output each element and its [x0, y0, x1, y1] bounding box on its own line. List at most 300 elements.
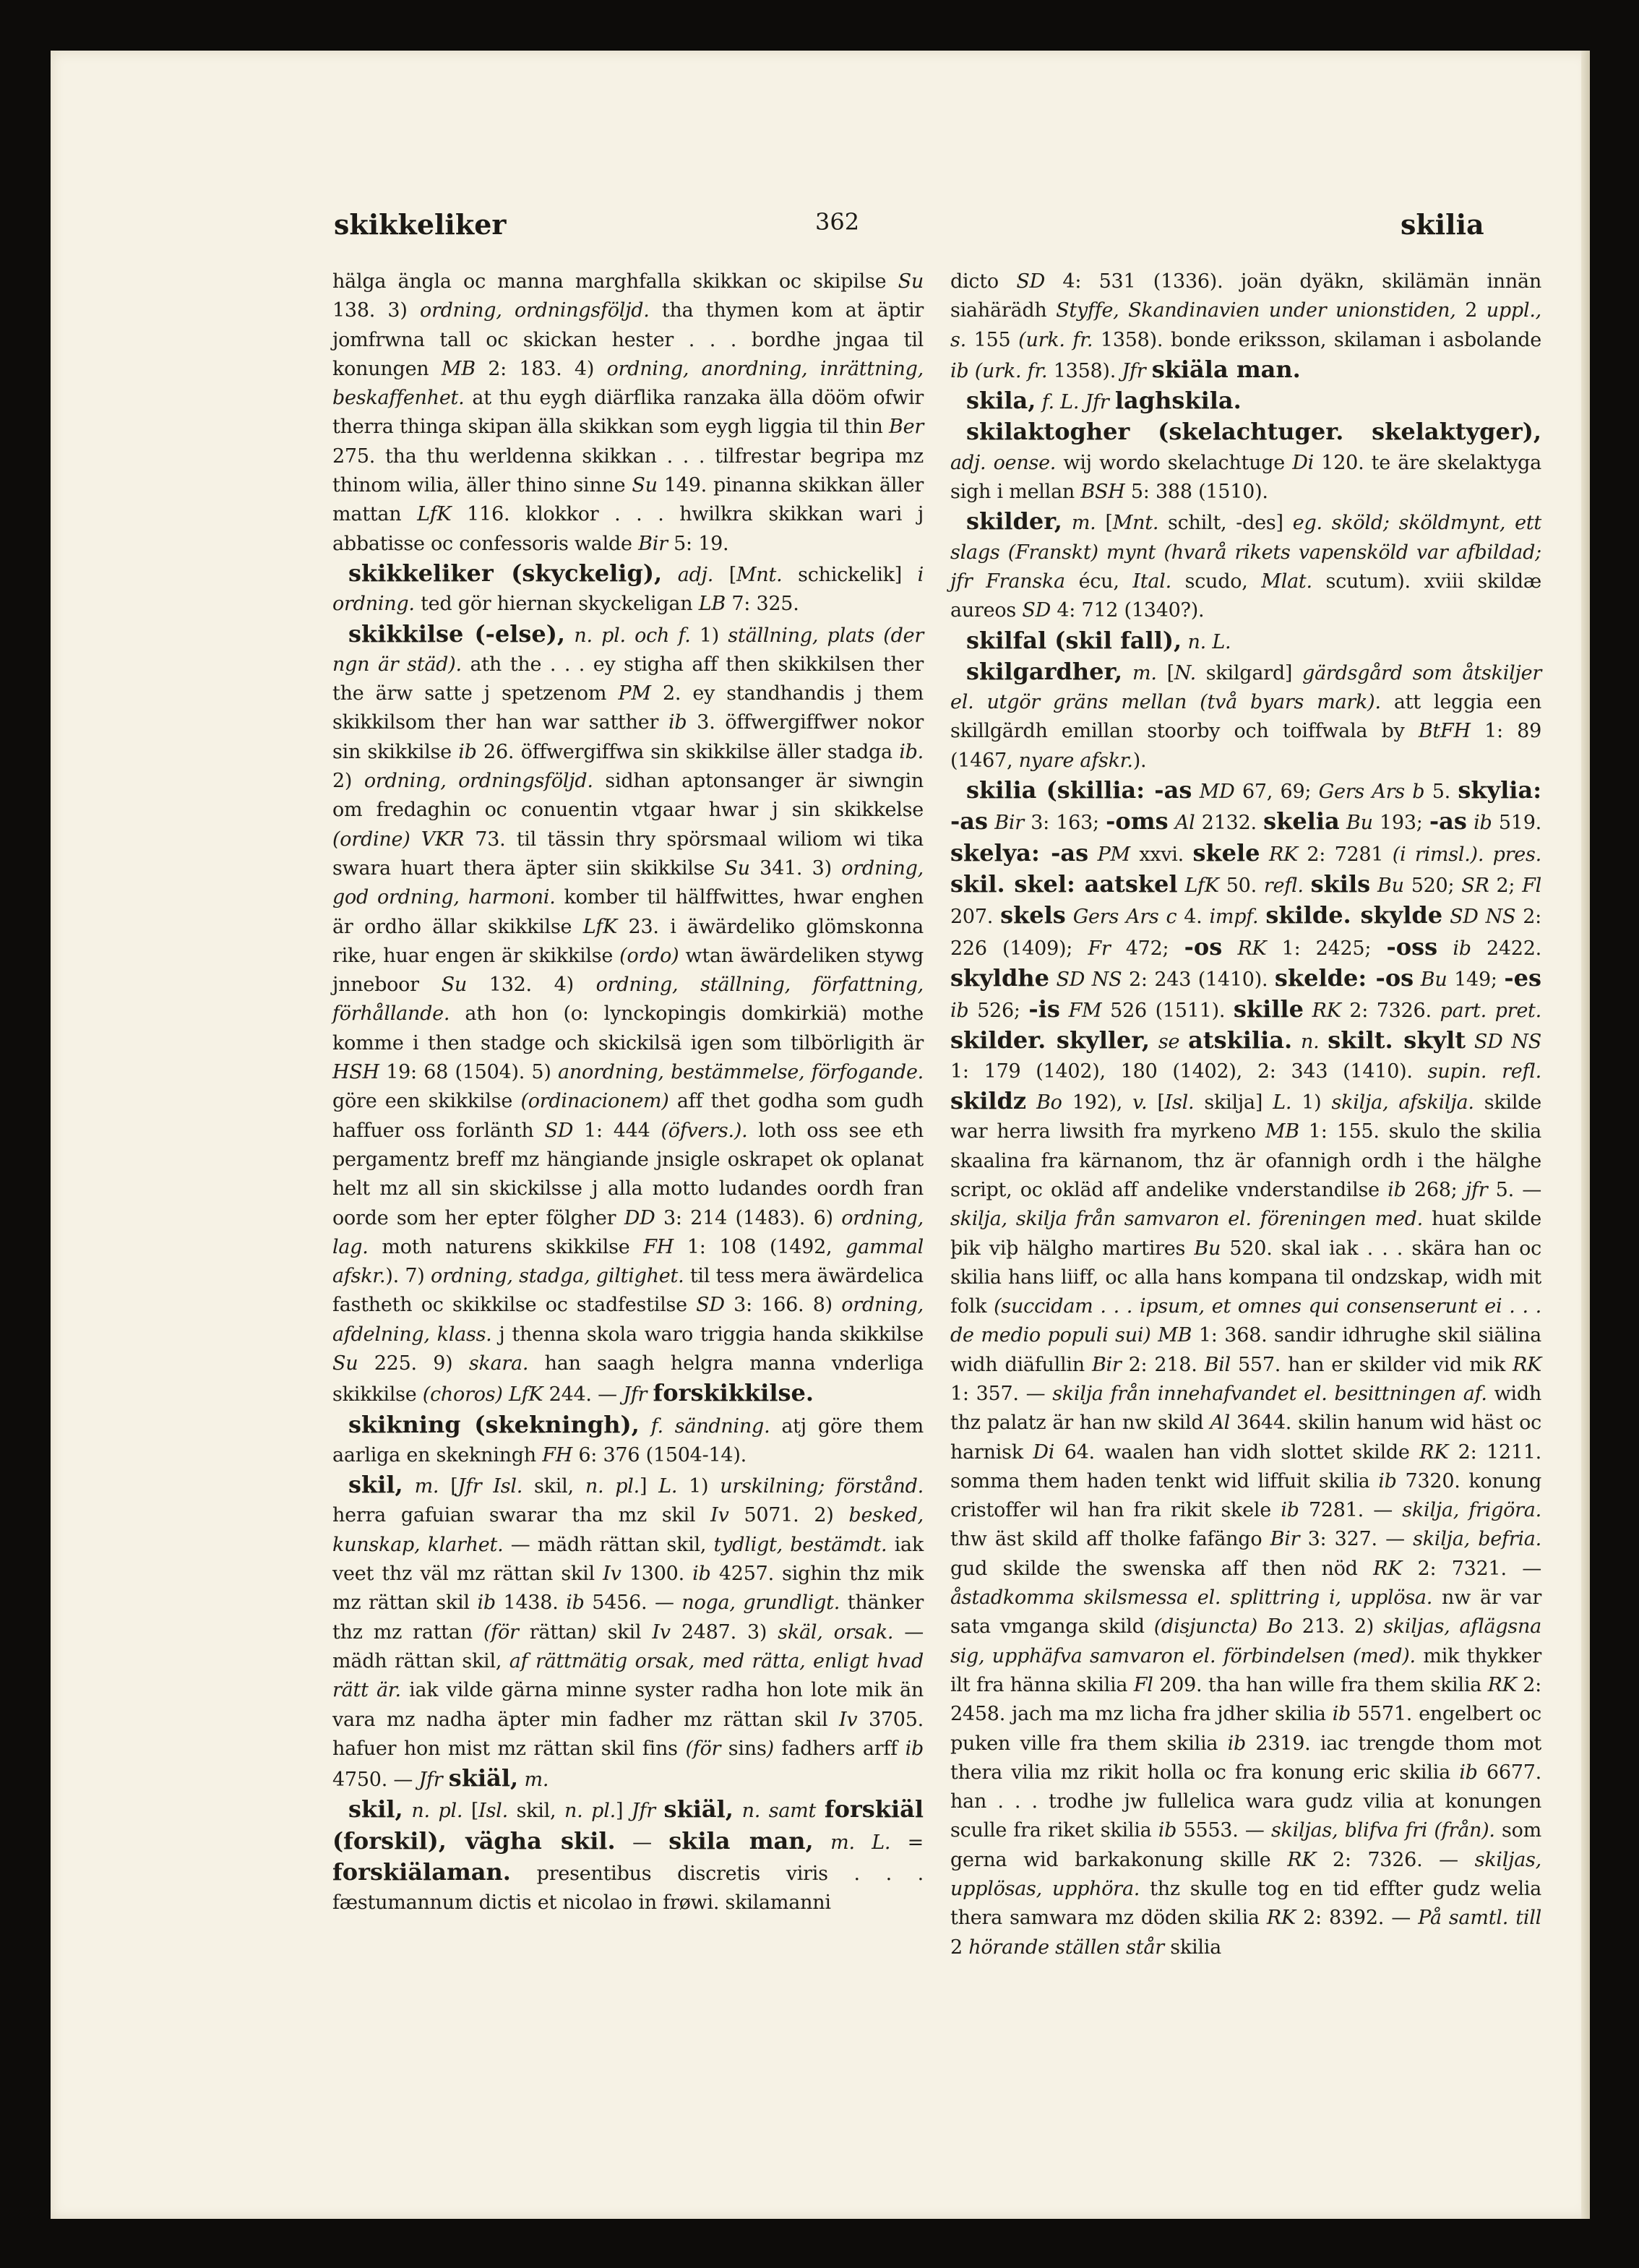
- body-text: [647, 1383, 653, 1406]
- body-text: 26. öffwergiffwa sin skikkilse äller stadga: [476, 740, 900, 763]
- italic-text: eg. sköld; sköldmynt, ett slags (Franskt) mynt (hvarå rikets vapensköld var afbildad;: [950, 512, 1542, 564]
- italic-text: Mlat.: [1261, 570, 1312, 593]
- body-text: [1182, 631, 1187, 653]
- italic-text: m.: [524, 1769, 549, 1792]
- body-text: herra gafuian swarar tha mz skil: [332, 1504, 711, 1527]
- dictionary-entry: [950, 417, 1541, 507]
- italic-text: ib: [1227, 1732, 1247, 1755]
- headword: skille: [1233, 995, 1304, 1023]
- italic-text: SD: [1016, 270, 1045, 293]
- body-text: 138.: [332, 299, 388, 322]
- headword: forskiälaman.: [332, 1858, 511, 1886]
- body-text: 120. te äre skelaktyga sigh i mellan: [950, 451, 1541, 504]
- body-text: [1222, 937, 1237, 960]
- body-text: 1438.: [495, 1592, 567, 1615]
- italic-text: ): [589, 1620, 597, 1644]
- body-text: scutum). xviii skildæ aureos: [950, 570, 1542, 622]
- italic-text: (succidam . . . ipsum, et omnes qui consenserunt ei . . . de medio populi sui): [950, 1295, 1542, 1347]
- italic-text: ordning, afdelning, klass.: [332, 1294, 924, 1346]
- headword: laghskila.: [1114, 387, 1242, 415]
- italic-text: ib: [668, 711, 687, 734]
- italic-text: skiljas, upplösas, upphöra.: [950, 1848, 1541, 1901]
- italic-text: L.: [1273, 1091, 1292, 1114]
- body-text: aff thet godha som gudh haffuer oss forlänth: [332, 1090, 924, 1142]
- italic-text: gärdsgård som åtskiljer el. utgör gräns mellan (två byars mark).: [950, 661, 1541, 714]
- italic-text: RK: [1287, 1848, 1317, 1871]
- body-text: moth naturens skikkilse: [368, 1235, 644, 1258]
- headword: skiäla man.: [1151, 355, 1301, 383]
- body-text: ath hon (o: lynckopingis domkirkiä) mothe komme i then stadge och skickilsä igen som tilbörligith är: [332, 1002, 924, 1054]
- italic-text: Bir: [1091, 1353, 1122, 1376]
- body-text: 2: [950, 1936, 969, 1959]
- italic-text: skilja, frigöra.: [1402, 1499, 1541, 1522]
- body-text: [1145, 360, 1151, 382]
- body-text: [: [439, 1475, 458, 1498]
- body-text: 67, 69;: [1234, 781, 1319, 804]
- body-text: [663, 1415, 675, 1438]
- headword: skils: [1310, 869, 1371, 898]
- italic-text: (disjuncta): [1153, 1615, 1258, 1638]
- body-text: som gerna wid barkakonung skille: [950, 1819, 1541, 1871]
- italic-text: DD: [624, 1206, 655, 1229]
- body-text: [1036, 391, 1041, 413]
- italic-text: SD: [696, 1294, 725, 1317]
- italic-text: ): [766, 1737, 774, 1760]
- page-number: 362: [815, 208, 860, 236]
- body-text: [503, 1383, 509, 1406]
- dictionary-entry: [332, 619, 924, 1410]
- body-text: [1109, 391, 1115, 413]
- headword: skikkeliker (skyckelig),: [348, 559, 663, 587]
- body-text: [1150, 1031, 1158, 1053]
- italic-text: Iv: [838, 1708, 858, 1731]
- body-text: 4.: [1176, 906, 1210, 929]
- italic-text: ib.: [899, 740, 924, 763]
- body-text: 526 (1511).: [1101, 1000, 1234, 1023]
- body-text: [1370, 875, 1377, 897]
- headword: skilde. skylde: [1265, 901, 1443, 929]
- body-text: xxvi.: [1130, 843, 1193, 866]
- body-text: skilja]: [1194, 1091, 1273, 1114]
- body-text: at thu eygh diärflika ranzaka älla dööm ofwir therra thinga skipan älla skikkan som eygh liggia til thin: [332, 387, 924, 439]
- italic-text: åstadkomma skilsmessa el. splittring i, upplösa.: [950, 1586, 1433, 1610]
- italic-text: LB: [698, 593, 726, 616]
- italic-text: urskilning; förstånd.: [720, 1475, 924, 1498]
- body-text: 64. waalen han vidh slottet skilde: [1054, 1440, 1420, 1464]
- italic-text: Di: [1292, 451, 1315, 474]
- italic-text: N.: [1174, 661, 1196, 684]
- body-text: 2: 1211. somma them haden tenkt wid liffuit skilia: [950, 1440, 1541, 1492]
- italic-text: n. pl.: [564, 1800, 616, 1823]
- italic-text: Bil: [1204, 1353, 1231, 1376]
- italic-text: part. pret.: [1440, 1000, 1541, 1023]
- body-text: 2. ey standhandis j them skikkilsom ther han war satther: [332, 682, 924, 734]
- italic-text: n. pl.: [585, 1475, 640, 1498]
- italic-text: f.: [650, 1414, 663, 1438]
- italic-text: På samtl. till: [1418, 1907, 1541, 1930]
- body-text: [1467, 812, 1474, 834]
- italic-text: Su: [724, 856, 750, 880]
- body-text: 1: 357. —: [950, 1382, 1053, 1405]
- italic-text: Isl.: [478, 1800, 508, 1823]
- body-text: 116. klokkor . . . hwilkra skikkan wari j abbatisse oc confessoris walde: [332, 503, 924, 555]
- body-text: [1122, 662, 1132, 684]
- body-text: mik thykker ilt fra hänna skilia: [950, 1644, 1541, 1696]
- dictionary-entry: [332, 1470, 924, 1795]
- body-text: [1484, 843, 1492, 866]
- dictionary-entry: [332, 1410, 924, 1471]
- body-text: 1): [677, 1475, 720, 1498]
- body-text: 1: 368. sandir idhrughe skil siälina widh diäfullin: [950, 1324, 1541, 1376]
- body-text: [1466, 1031, 1474, 1053]
- body-text: thänker thz mz rattan: [332, 1592, 924, 1644]
- body-text: skilia: [1163, 1936, 1221, 1959]
- body-text: 2: 7281: [1297, 843, 1393, 866]
- body-text: [655, 1800, 664, 1822]
- body-text: [403, 1800, 412, 1822]
- italic-text: SD NS: [1056, 968, 1122, 991]
- italic-text: Gers Ars b: [1318, 781, 1425, 804]
- body-text: 5571. engelbert oc puken ville fra them skilia: [950, 1703, 1541, 1755]
- body-text: 7281. —: [1299, 1499, 1403, 1522]
- italic-text: Bu: [1420, 968, 1447, 991]
- body-text: 193;: [1372, 812, 1429, 835]
- body-text: 557. han er skilder vid mik: [1230, 1353, 1513, 1376]
- italic-text: RK: [1266, 1907, 1296, 1930]
- italic-text: (ordine): [332, 828, 410, 851]
- italic-text: besked, kunskap, klarhet.: [332, 1504, 924, 1556]
- italic-text: LfK: [1184, 874, 1219, 897]
- body-text: [: [1147, 1091, 1165, 1114]
- italic-text: MB: [441, 357, 476, 380]
- headword: forskiäl (forskil), vägha skil.: [332, 1795, 924, 1855]
- headword: skil,: [348, 1471, 403, 1499]
- headword: -es: [1504, 963, 1541, 992]
- body-text: ).: [1132, 749, 1147, 772]
- body-text: [1049, 968, 1057, 991]
- italic-text: Bu: [1346, 812, 1373, 835]
- body-text: [1151, 1324, 1158, 1346]
- body-text: 520. skal iak . . . skära han oc skilia hans liiff, oc alla hans kompana til ondzskap, widh mit folk: [950, 1237, 1541, 1318]
- dictionary-entry: [332, 1795, 924, 1917]
- italic-text: (ordinacionem): [520, 1090, 669, 1113]
- headword: skikning (skekningh),: [348, 1410, 640, 1438]
- italic-text: SD NS: [1474, 1031, 1541, 1054]
- italic-text: impf.: [1209, 906, 1259, 929]
- italic-text: (för: [685, 1737, 721, 1760]
- italic-text: ib: [1474, 812, 1492, 835]
- italic-text: ib: [692, 1563, 711, 1586]
- italic-text: SD NS: [1450, 906, 1516, 929]
- body-text: atj göre them aarliga en skekningh: [332, 1414, 924, 1466]
- body-text: 472;: [1110, 937, 1184, 960]
- italic-text: ib: [1388, 1178, 1406, 1201]
- body-text: rättan: [518, 1620, 590, 1644]
- italic-text: Di: [1033, 1440, 1055, 1464]
- body-text: 1358). bonde eriksson, skilaman i asbolande: [1093, 328, 1541, 351]
- body-text: 7: 325.: [726, 593, 799, 616]
- italic-text: Bu: [1194, 1237, 1221, 1260]
- italic-text: n. pl.: [411, 1800, 463, 1823]
- body-text: 2132.: [1195, 812, 1264, 835]
- italic-text: Su: [332, 1352, 358, 1375]
- body-text: 6: 376 (1504-14).: [572, 1443, 747, 1466]
- italic-text: hörande ställen står: [968, 1936, 1164, 1959]
- body-text: [640, 1415, 651, 1438]
- entry-continuation: [950, 267, 1541, 386]
- italic-text: ordning, lag.: [332, 1206, 924, 1258]
- italic-text: MD: [1199, 781, 1235, 804]
- body-text: 4: 712 (1340?).: [1050, 599, 1205, 622]
- body-text: [1487, 1060, 1502, 1083]
- page-edge: [1581, 51, 1590, 2219]
- body-text: 2;: [1489, 874, 1523, 897]
- italic-text: noga, grundligt.: [681, 1592, 840, 1615]
- headword: -as: [1429, 807, 1467, 836]
- body-text: 5. —: [1487, 1178, 1541, 1201]
- italic-text: af rättmätig orsak, med rätta, enligt hvad rätt är.: [332, 1649, 924, 1702]
- body-text: ted gör hiernan skyckeligan: [414, 593, 699, 616]
- body-text: [1292, 1031, 1301, 1053]
- italic-text: SD: [544, 1119, 574, 1142]
- italic-text: BSH: [1080, 481, 1125, 504]
- body-text: 7320. konung cristoffer wil han fra rikit skele: [950, 1469, 1542, 1522]
- italic-text: ib: [1332, 1703, 1351, 1726]
- italic-text: m.: [414, 1475, 439, 1498]
- italic-text: Ital.: [1132, 570, 1171, 593]
- italic-text: (choros): [422, 1383, 503, 1406]
- dictionary-entry: [950, 657, 1541, 776]
- italic-text: (ordo): [619, 944, 679, 967]
- body-text: 2): [332, 770, 364, 793]
- body-text: thz skulle tog en tid effter gudz welia thera samwara mz döden skilia: [950, 1878, 1541, 1930]
- italic-text: RK: [1312, 1000, 1341, 1023]
- body-text: [1414, 968, 1421, 991]
- dictionary-entry: [332, 559, 924, 619]
- body-text: 73. til tässin thry spörsmaal wiliom wi tika swara huart thera äpter siin skikkilse: [332, 828, 924, 880]
- body-text: 2: 7326. —: [1316, 1848, 1475, 1871]
- italic-text: (i rimsl.).: [1392, 843, 1484, 866]
- body-text: 1: 179 (1402), 180 (1402), 2: 343 (1410).: [950, 1060, 1428, 1083]
- headword: skiäl,: [663, 1795, 734, 1824]
- headword: skila,: [966, 387, 1036, 415]
- italic-text: ib (urk. fr.: [950, 359, 1048, 382]
- italic-text: f. L.: [1041, 391, 1080, 414]
- body-text: 3: 163;: [1023, 812, 1106, 835]
- italic-text: Bir: [638, 532, 668, 555]
- body-text: 5: 19.: [667, 532, 729, 555]
- body-text: 3: 166. 8): [724, 1294, 842, 1317]
- italic-text: RK: [1487, 1673, 1517, 1696]
- dictionary-entry: [950, 776, 1541, 1962]
- body-text: [1437, 937, 1453, 960]
- italic-text: Iv: [710, 1504, 729, 1527]
- italic-text: Gers Ars c: [1072, 906, 1177, 929]
- italic-text: sändning.: [674, 1414, 770, 1438]
- body-text: 2: 2458. jach ma mz licha fra jdher skilia: [950, 1673, 1541, 1726]
- body-text: skil,: [522, 1475, 585, 1498]
- body-text: 1: 155. skulo the skilia skaalina fra kärnanom, thz är ofannigh ordh i the hälghe script, oc okläd aff andelike vnderstandilse: [950, 1120, 1541, 1201]
- italic-text: Mnt.: [736, 563, 783, 586]
- headword: skil,: [348, 1795, 403, 1824]
- headword: skilia (skillia: -as: [966, 776, 1192, 804]
- body-text: [: [1156, 661, 1174, 684]
- body-text: [814, 1831, 830, 1854]
- body-text: 3. öffwergiffwer nokor sin skikkilse: [332, 711, 924, 763]
- body-text: [988, 812, 994, 834]
- body-text: iak veet thz väl mz rättan skil: [332, 1533, 924, 1586]
- body-text: 5456. —: [584, 1592, 682, 1615]
- body-text: 207.: [950, 906, 1001, 929]
- italic-text: ordning, god ordning, harmoni.: [332, 856, 924, 909]
- headword: skilder,: [966, 507, 1062, 536]
- italic-text: uppl., s.: [950, 299, 1542, 351]
- italic-text: i ordning.: [332, 563, 924, 616]
- italic-text: gammal afskr.: [332, 1235, 924, 1288]
- body-text: 5: 388 (1510).: [1124, 481, 1268, 504]
- headword: -os: [1184, 932, 1223, 961]
- headword: skele: [1192, 838, 1260, 867]
- body-text: wij wordo skelachtuge: [1056, 451, 1293, 474]
- italic-text: ordning, ställning, författning, förhållande.: [332, 974, 924, 1026]
- body-text: att leggia een skillgärdh emillan stoorby och toiffwala by: [950, 691, 1541, 743]
- italic-text: Fr: [1088, 937, 1111, 960]
- body-text: skilde war herra liwsith fra myrkeno: [950, 1091, 1541, 1143]
- italic-text: PM: [1097, 843, 1130, 866]
- body-text: 2: 226 (1409);: [950, 906, 1541, 960]
- body-text: [1179, 1031, 1188, 1053]
- body-text: 225. 9): [358, 1352, 469, 1375]
- body-text: ath the . . . ey stigha aff then skikkilsen ther the ärw satte j spetzenom: [332, 653, 924, 705]
- body-text: 1300.: [621, 1563, 693, 1586]
- italic-text: Fl: [1522, 874, 1542, 897]
- body-text: huat skilde þik viþ hälgho martires: [950, 1208, 1541, 1260]
- body-text: 6677. han . . . trodhe jw fullelica wara gudz vilia at konungen sculle fra riket skilia: [950, 1761, 1541, 1842]
- body-text: 244. —: [543, 1383, 624, 1406]
- left-column: [332, 267, 924, 1918]
- body-text: skil,: [507, 1800, 565, 1823]
- headword: skilt. skylt: [1328, 1026, 1466, 1054]
- body-text: ). 7): [385, 1265, 431, 1288]
- body-text: 2: 183. 4): [475, 357, 607, 380]
- italic-text: FM: [1068, 1000, 1102, 1023]
- body-text: [1178, 875, 1185, 897]
- body-text: [1340, 812, 1346, 834]
- body-text: sidhan aptonsanger är siwngin om fredaghin oc conuentin vtgaar hwar j sin skikkelse: [332, 770, 924, 822]
- body-text: [816, 1800, 825, 1822]
- body-text: [1304, 1000, 1312, 1022]
- italic-text: MB: [1265, 1120, 1299, 1143]
- body-text: 19: 68 (1504). 5): [379, 1061, 559, 1084]
- dictionary-entry: [950, 507, 1541, 625]
- body-text: dicto: [950, 270, 1017, 293]
- body-text: — mädh rättan skil,: [332, 1620, 924, 1672]
- body-text: sins: [720, 1737, 767, 1760]
- body-text: 520;: [1403, 874, 1462, 897]
- body-text: ]: [615, 1800, 632, 1823]
- body-text: [1062, 512, 1072, 534]
- body-text: schickelik]: [782, 563, 918, 586]
- italic-text: Styffe, Skandinavien under unionstiden,: [1056, 299, 1456, 322]
- body-text: 1: 108 (1492,: [674, 1235, 846, 1258]
- italic-text: skilja, befria.: [1413, 1528, 1541, 1551]
- body-text: 3705. hafuer hon mist mz rättan skil fins: [332, 1708, 924, 1760]
- italic-text: skara.: [468, 1352, 529, 1375]
- body-text: [662, 564, 678, 586]
- body-text: [1442, 906, 1450, 928]
- italic-text: jfr: [1465, 1178, 1488, 1201]
- italic-text: n.: [1300, 1031, 1320, 1054]
- headword: skyldhe: [950, 963, 1049, 992]
- body-text: 526;: [968, 1000, 1029, 1023]
- body-text: tha thymen kom at äptir jomfrwna tall oc skickan hester . . . bordhe jngaa til konungen: [332, 299, 924, 380]
- body-text: [410, 828, 421, 851]
- body-text: schilt, -des]: [1158, 512, 1293, 535]
- body-text: —: [615, 1831, 669, 1854]
- body-text: [403, 1475, 415, 1498]
- italic-text: FH: [542, 1443, 573, 1466]
- body-text: [518, 1769, 524, 1791]
- italic-text: Bo: [1267, 1615, 1293, 1638]
- body-text: [442, 1769, 448, 1791]
- body-text: =: [890, 1831, 924, 1854]
- body-text: thw äst skild aff tholke fafängo: [950, 1528, 1270, 1551]
- body-text: gud skilde the swenska aff then nöd: [950, 1557, 1374, 1580]
- italic-text: anordning, bestämmelse, förfogande.: [558, 1061, 924, 1084]
- italic-text: n. pl. och f.: [574, 624, 691, 647]
- italic-text: Iv: [603, 1563, 621, 1586]
- italic-text: Fl: [1133, 1673, 1153, 1696]
- italic-text: Su: [632, 474, 658, 497]
- body-text: 3644. skilin hanum wid häst oc harnisk: [950, 1412, 1541, 1464]
- body-text: 2319. iac trengde thom mot thera vilia mz rikit holla oc fra konung eric skilia: [950, 1732, 1541, 1784]
- italic-text: LfK: [508, 1383, 543, 1406]
- body-text: 2: 8392. —: [1295, 1907, 1419, 1930]
- body-text: [: [463, 1800, 479, 1823]
- dictionary-page: [51, 51, 1590, 2219]
- headword: forskikkilse.: [653, 1379, 814, 1407]
- italic-text: ib: [566, 1592, 585, 1615]
- body-text: scudo,: [1171, 570, 1262, 593]
- italic-text: LfK: [417, 503, 452, 526]
- italic-text: Jfr: [1085, 391, 1109, 414]
- italic-text: Bir: [994, 812, 1024, 835]
- body-text: wtan äwärdeliken stywg jnneboor: [332, 944, 924, 997]
- italic-text: Jfr: [623, 1383, 648, 1406]
- body-text: [1088, 843, 1097, 866]
- body-text: 5.: [1424, 781, 1458, 804]
- italic-text: RK: [1513, 1353, 1541, 1376]
- italic-text: ib: [1158, 1819, 1177, 1842]
- headword: skilgardher,: [966, 657, 1123, 685]
- body-text: 4: 531 (1336). joän dyäkn, skilämän innän siahärädh: [950, 270, 1542, 322]
- right-column: [950, 267, 1541, 1962]
- body-text: 213. 2): [1292, 1615, 1384, 1638]
- body-text: skil: [596, 1620, 653, 1644]
- body-text: — mädh rättan skil,: [503, 1533, 714, 1556]
- italic-text: ställning, plats (der ngn är städ).: [332, 624, 924, 676]
- italic-text: n. samt: [741, 1800, 817, 1823]
- headword: skil. skel: aatskel: [950, 869, 1178, 898]
- body-text: [734, 1800, 742, 1822]
- italic-text: skilja från innehafvandet el. besittningen af.: [1052, 1382, 1487, 1405]
- body-text: 3: 214 (1483). 6): [655, 1206, 842, 1229]
- body-text: 1): [690, 624, 728, 647]
- italic-text: Jfr: [1122, 359, 1146, 382]
- italic-text: m. L.: [830, 1831, 891, 1854]
- body-text: 1: 2425;: [1266, 937, 1387, 960]
- headword: skelia: [1263, 807, 1340, 836]
